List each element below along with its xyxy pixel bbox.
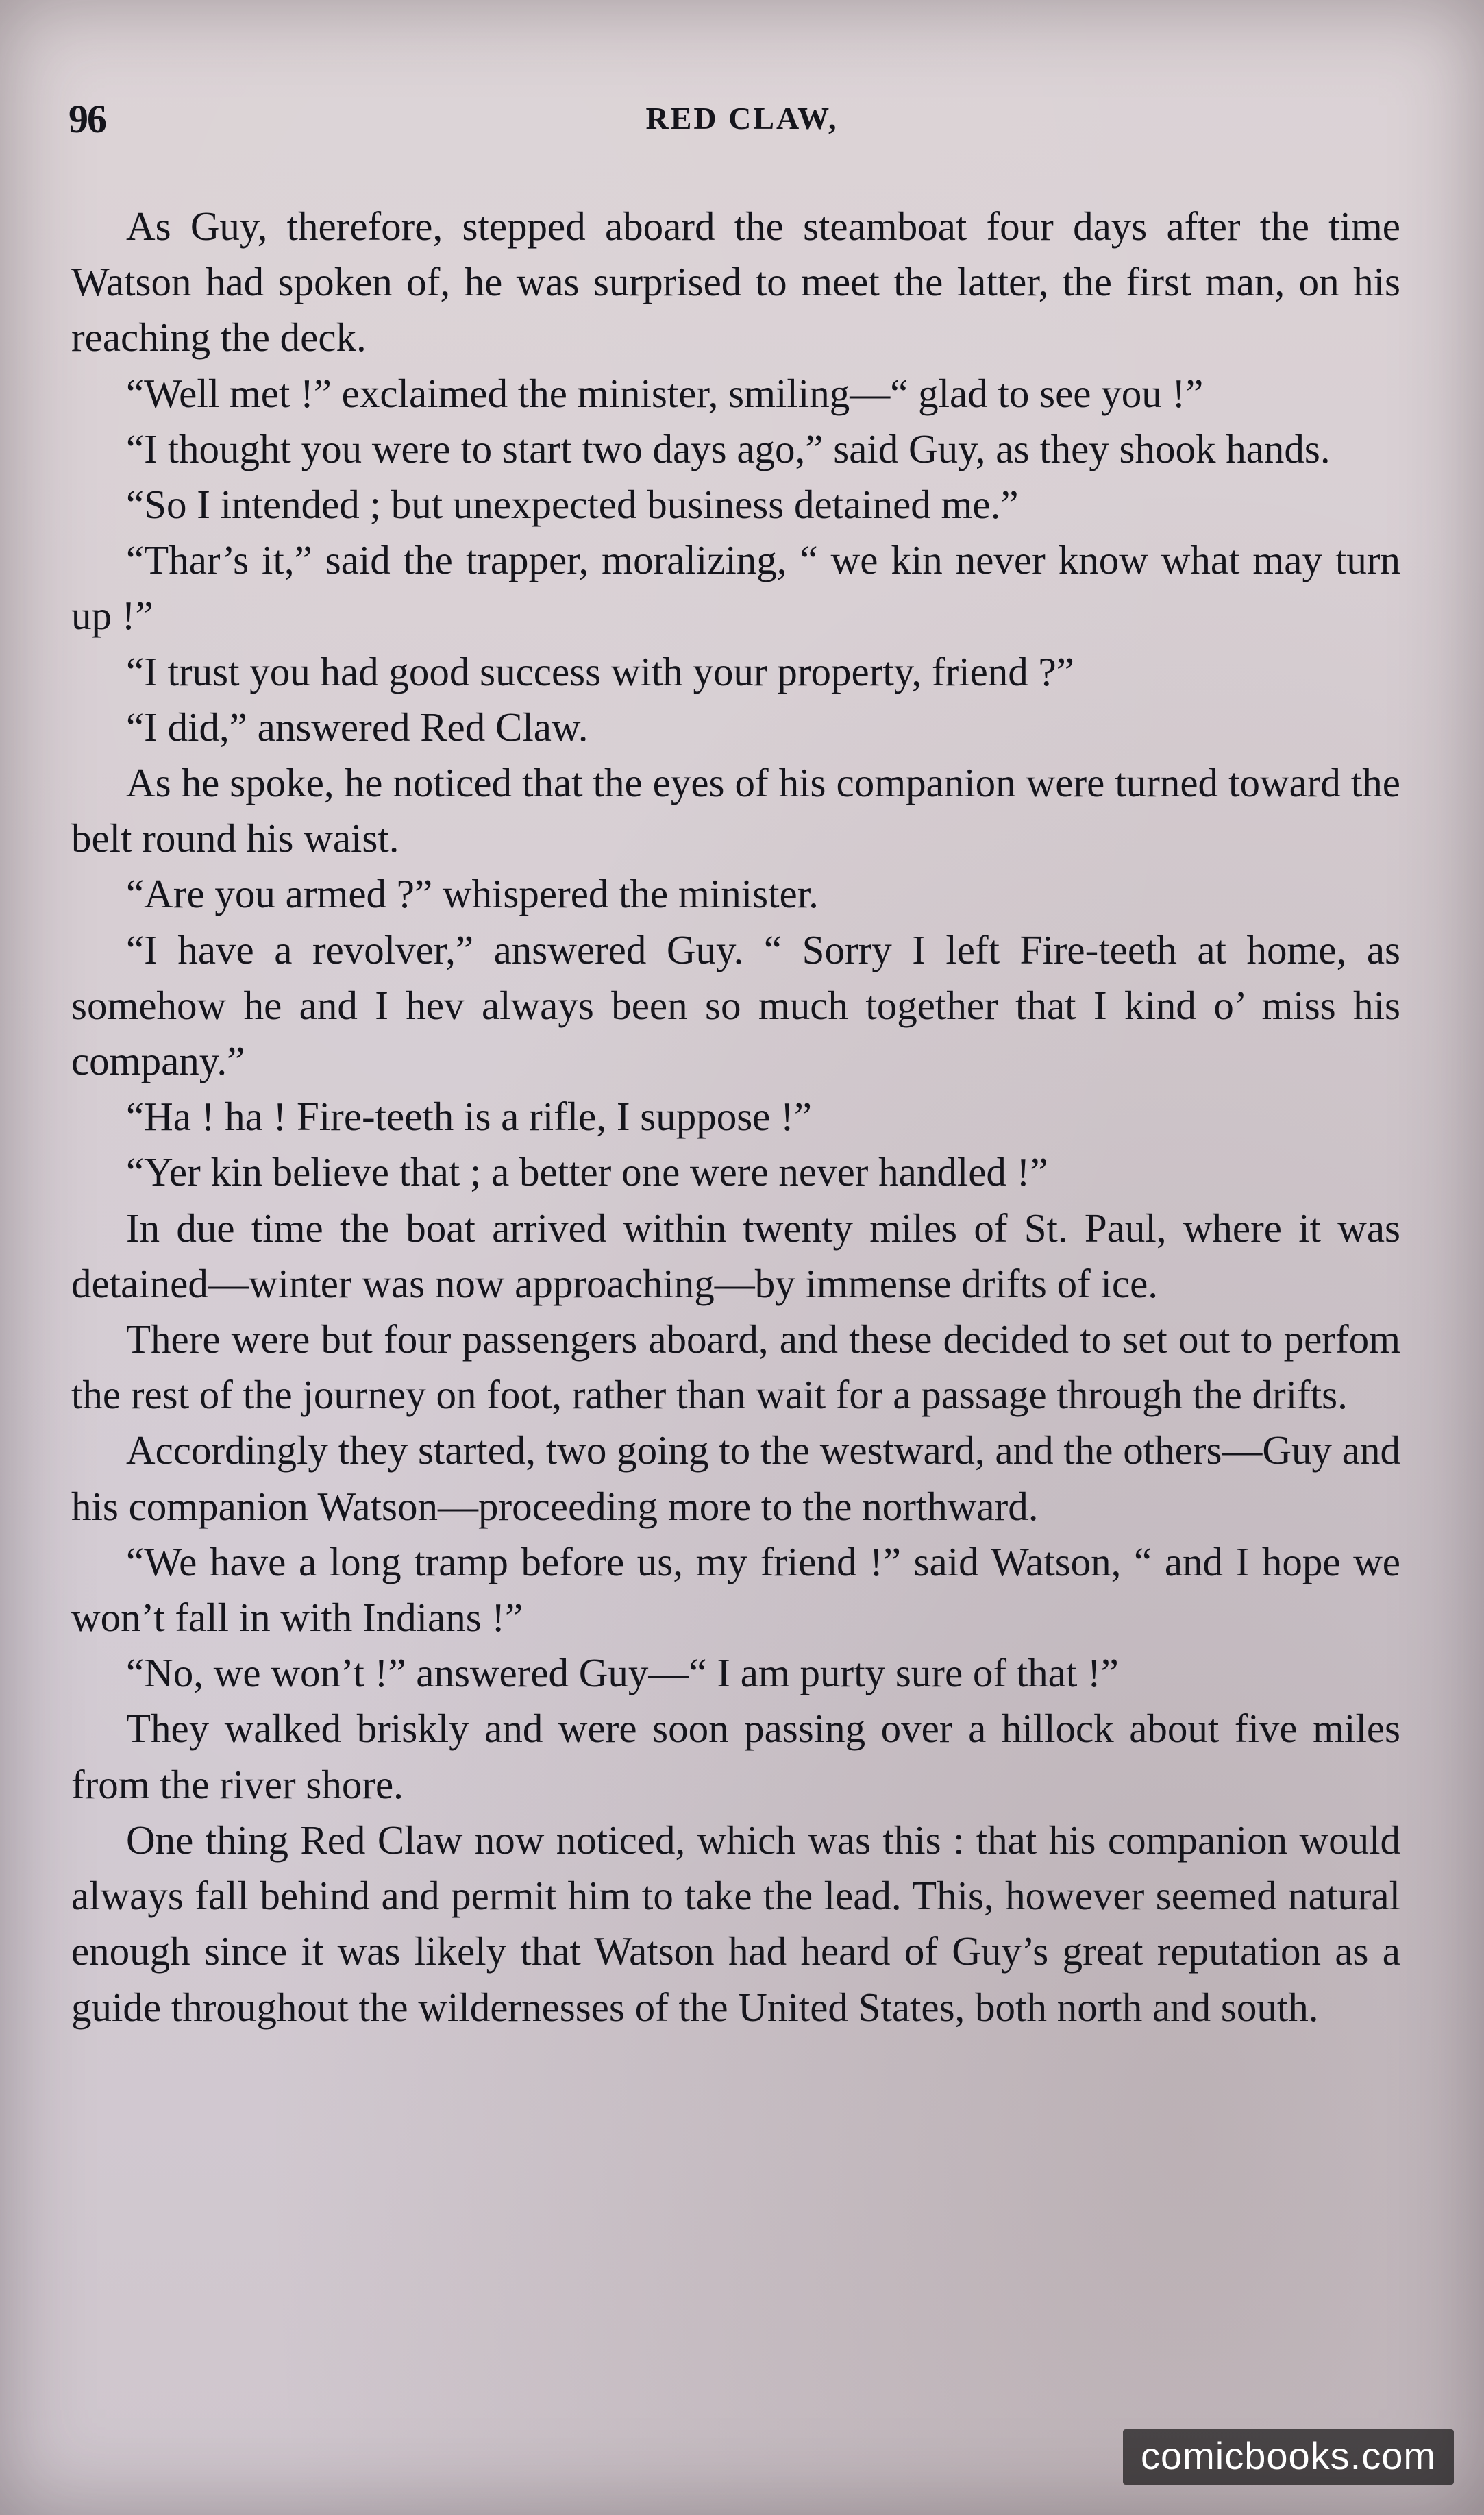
page-header [69,96,1415,151]
paragraph: There were but four passengers aboard, and these decided to set out to perfom the rest of the journey on foot, rather than wait for a passage through the drifts. [71,1316,1400,1418]
paragraph: “I thought you were to start two days ago,” said Guy, as they shook hands. [126,426,1331,471]
page-body-text [71,199,1400,2035]
paragraph: Accordingly they started, two going to the westward, and the others—Guy and his companion Watson—proceeding more to the northward. [71,1427,1400,1529]
paragraph: As he spoke, he noticed that the eyes of his companion were turned toward the belt round his waist. [71,760,1400,861]
paragraph: “Thar’s it,” said the trapper, moralizing, “ we kin never know what may turn up !” [71,537,1400,639]
paragraph: “No, we won’t !” answered Guy—“ I am purty sure of that !” [126,1650,1119,1696]
page-number: 96 [69,97,106,141]
paragraph: “Are you armed ?” whispered the minister. [126,871,819,917]
paragraph: “Well met !” exclaimed the minister, smiling—“ glad to see you !” [126,370,1204,416]
paragraph: They walked briskly and were soon passing over a hillock about five miles from the river shore. [71,1706,1400,1807]
paragraph: “I have a revolver,” answered Guy. “ Sorry I left Fire-teeth at home, as somehow he and I hev always been so much together that I kind o’ miss his company.” [71,927,1400,1084]
running-head: RED CLAW, [645,101,839,136]
paragraph: “I did,” answered Red Claw. [126,704,589,750]
paragraph: “I trust you had good success with your property, friend ?” [126,648,1074,694]
paragraph: “We have a long tramp before us, my friend !” said Watson, “ and I hope we won’t fall in with Indians !” [71,1538,1400,1641]
paragraph: “Ha ! ha ! Fire-teeth is a rifle, I suppose !” [126,1094,812,1140]
paragraph: “So I intended ; but unexpected business detained me.” [126,482,1019,528]
paragraph: One thing Red Claw now noticed, which was this : that his companion would always fall behind and permit him to take the lead. This, however seemed natural enough since it was likely that Watson had heard of Guy’s great reputation as a guide throughout the wildernesses of the United States, both north and south. [71,1817,1400,2030]
watermark: comicbooks.com [1123,2429,1454,2485]
paragraph: As Guy, therefore, stepped aboard the steamboat four days after the time Watson had spoken of, he was surprised to meet the latter, the first man, on his reaching the deck. [71,204,1400,360]
paragraph: In due time the boat arrived within twenty miles of St. Paul, where it was detained—winter was now approaching—by immense drifts of ice. [71,1205,1400,1306]
paragraph: “Yer kin believe that ; a better one were never handled !” [126,1149,1048,1195]
